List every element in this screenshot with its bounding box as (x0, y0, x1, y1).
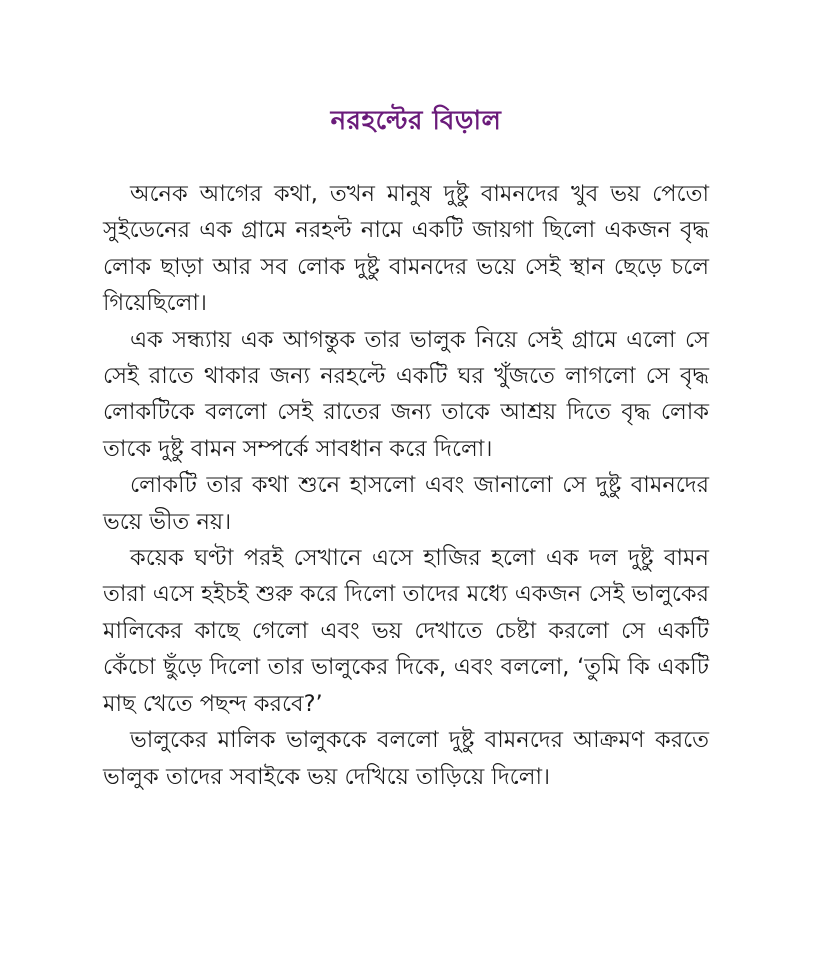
story-paragraph: এক সন্ধ্যায় এক আগন্তুক তার ভালুক নিয়ে সেই গ্রামে এলো সে সেই রাতে থাকার জন্য নরহল্টে একটি ঘর খুঁজতে লাগলো সে বৃদ্ধ লোকটিকে বললো সেই রাতের জন্য তাকে আশ্রয় দিতে বৃদ্ধ লোক তাকে দুষ্টু বামন সম্পর্কে সাবধান করে দিলো। (103, 326, 709, 462)
story-paragraph: অনেক আগের কথা, তখন মানুষ দুষ্টু বামনদের খুব ভয় পেতো সুইডেনের এক গ্রামে নরহল্ট নামে একটি জায়গা ছিলো একজন বৃদ্ধ লোক ছাড়া আর সব লোক দুষ্টু বামনদের ভয়ে সেই স্থান ছেড়ে চলে গিয়েছিলো। (103, 181, 709, 317)
story-body (103, 176, 709, 795)
story-paragraph: লোকটি তার কথা শুনে হাসলো এবং জানালো সে দুষ্টু বামনদের ভয়ে ভীত নয়। (103, 472, 709, 535)
story-title: নরহল্টের বিড়াল (330, 106, 502, 136)
story-paragraph: কয়েক ঘণ্টা পরই সেখানে এসে হাজির হলো এক দল দুষ্টু বামন তারা এসে হইচই শুরু করে দিলো তাদের মধ্যে একজন সেই ভালুকের মালিকের কাছে গেলো এবং ভয় দেখাতে চেষ্টা করলো সে একটি কেঁচো ছুঁড়ে দিলো তার ভালুকের দিকে, এবং বললো, ‘তুমি কি একটি মাছ খেতে পছন্দ করবে?’ (103, 545, 709, 717)
story-paragraph: ভালুকের মালিক ভালুককে বললো দুষ্টু বামনদের আক্রমণ করতে ভালুক তাদের সবাইকে ভয় দেখিয়ে তাড়িয়ে দিলো। (103, 727, 709, 790)
